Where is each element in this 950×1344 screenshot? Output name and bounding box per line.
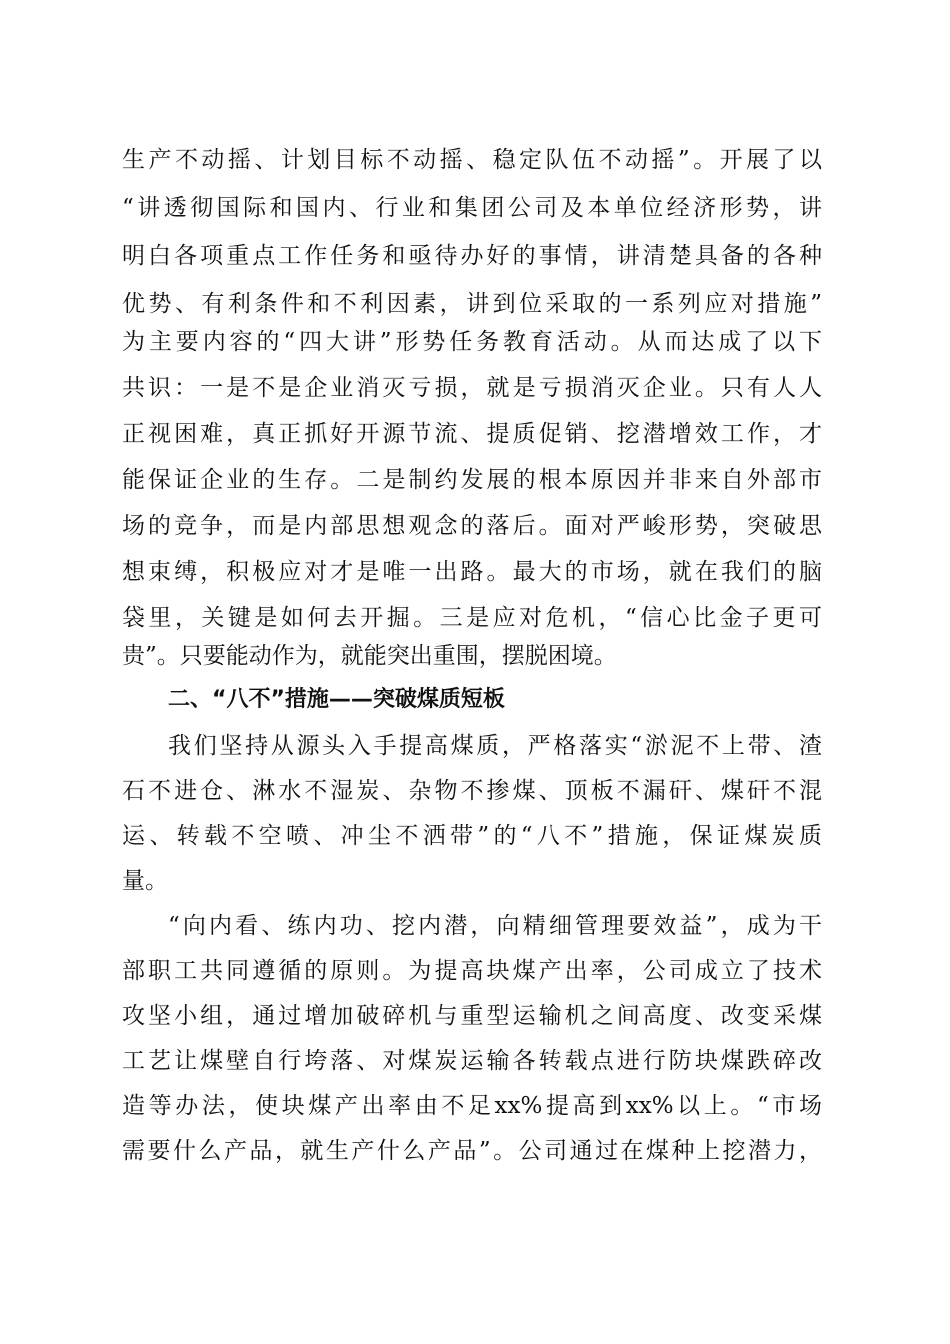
text-line-15: 石不进仓、淋水不湿炭、杂物不掺煤、顶板不漏矸、煤矸不混 <box>122 778 822 804</box>
text-line-16: 运、转载不空喷、冲尘不洒带”的“八不”措施，保证煤炭质 <box>122 823 822 849</box>
text-line-8: 能保证企业的生存。二是制约发展的根本原因并非来自外部市 <box>122 467 822 493</box>
section-heading: 二、“八不”措施——突破煤质短板 <box>168 687 505 712</box>
text-line-9: 场的竞争，而是内部思想观念的落后。面对严峻形势，突破思 <box>122 513 822 539</box>
text-line-21: 工艺让煤壁自行垮落、对煤炭运输各转载点进行防块煤跌碎改 <box>122 1048 822 1074</box>
text-line-2: “讲透彻国际和国内、行业和集团公司及本单位经济形势，讲 <box>122 195 822 221</box>
text-line-11: 袋里，关键是如何去开掘。三是应对危机，“信心比金子更可 <box>122 605 822 631</box>
text-line-10: 想束缚，积极应对才是唯一出路。最大的市场，就在我们的脑 <box>122 559 822 585</box>
text-line-7: 正视困难，真正抓好开源节流、提质促销、挖潜增效工作，才 <box>122 421 822 447</box>
text-line-5: 为主要内容的“四大讲”形势任务教育活动。从而达成了以下 <box>122 329 822 355</box>
text-line-22: 造等办法，使块煤产出率由不足xx%提高到xx%以上。“市场 <box>122 1093 822 1119</box>
text-line-23: 需要什么产品，就生产什么产品”。公司通过在煤种上挖潜力， <box>122 1138 822 1164</box>
text-line-17: 量。 <box>122 868 168 894</box>
text-line-18: “向内看、练内功、挖内潜，向精细管理要效益”，成为干 <box>168 913 822 939</box>
text-line-1: 生产不动摇、计划目标不动摇、稳定队伍不动摇”。开展了以 <box>122 147 822 173</box>
text-line-4: 优势、有利条件和不利因素，讲到位采取的一系列应对措施” <box>122 291 822 317</box>
text-line-12: 贵”。只要能动作为，就能突出重围，摆脱困境。 <box>122 643 617 669</box>
text-line-19: 部职工共同遵循的原则。为提高块煤产出率，公司成立了技术 <box>122 958 822 984</box>
text-line-20: 攻坚小组，通过增加破碎机与重型运输机之间高度、改变采煤 <box>122 1003 822 1029</box>
text-line-14: 我们坚持从源头入手提高煤质，严格落实“淤泥不上带、渣 <box>168 733 822 759</box>
text-line-6: 共识：一是不是企业消灭亏损，就是亏损消灭企业。只有人人 <box>122 375 822 401</box>
text-line-3: 明白各项重点工作任务和亟待办好的事情，讲清楚具备的各种 <box>122 243 822 269</box>
